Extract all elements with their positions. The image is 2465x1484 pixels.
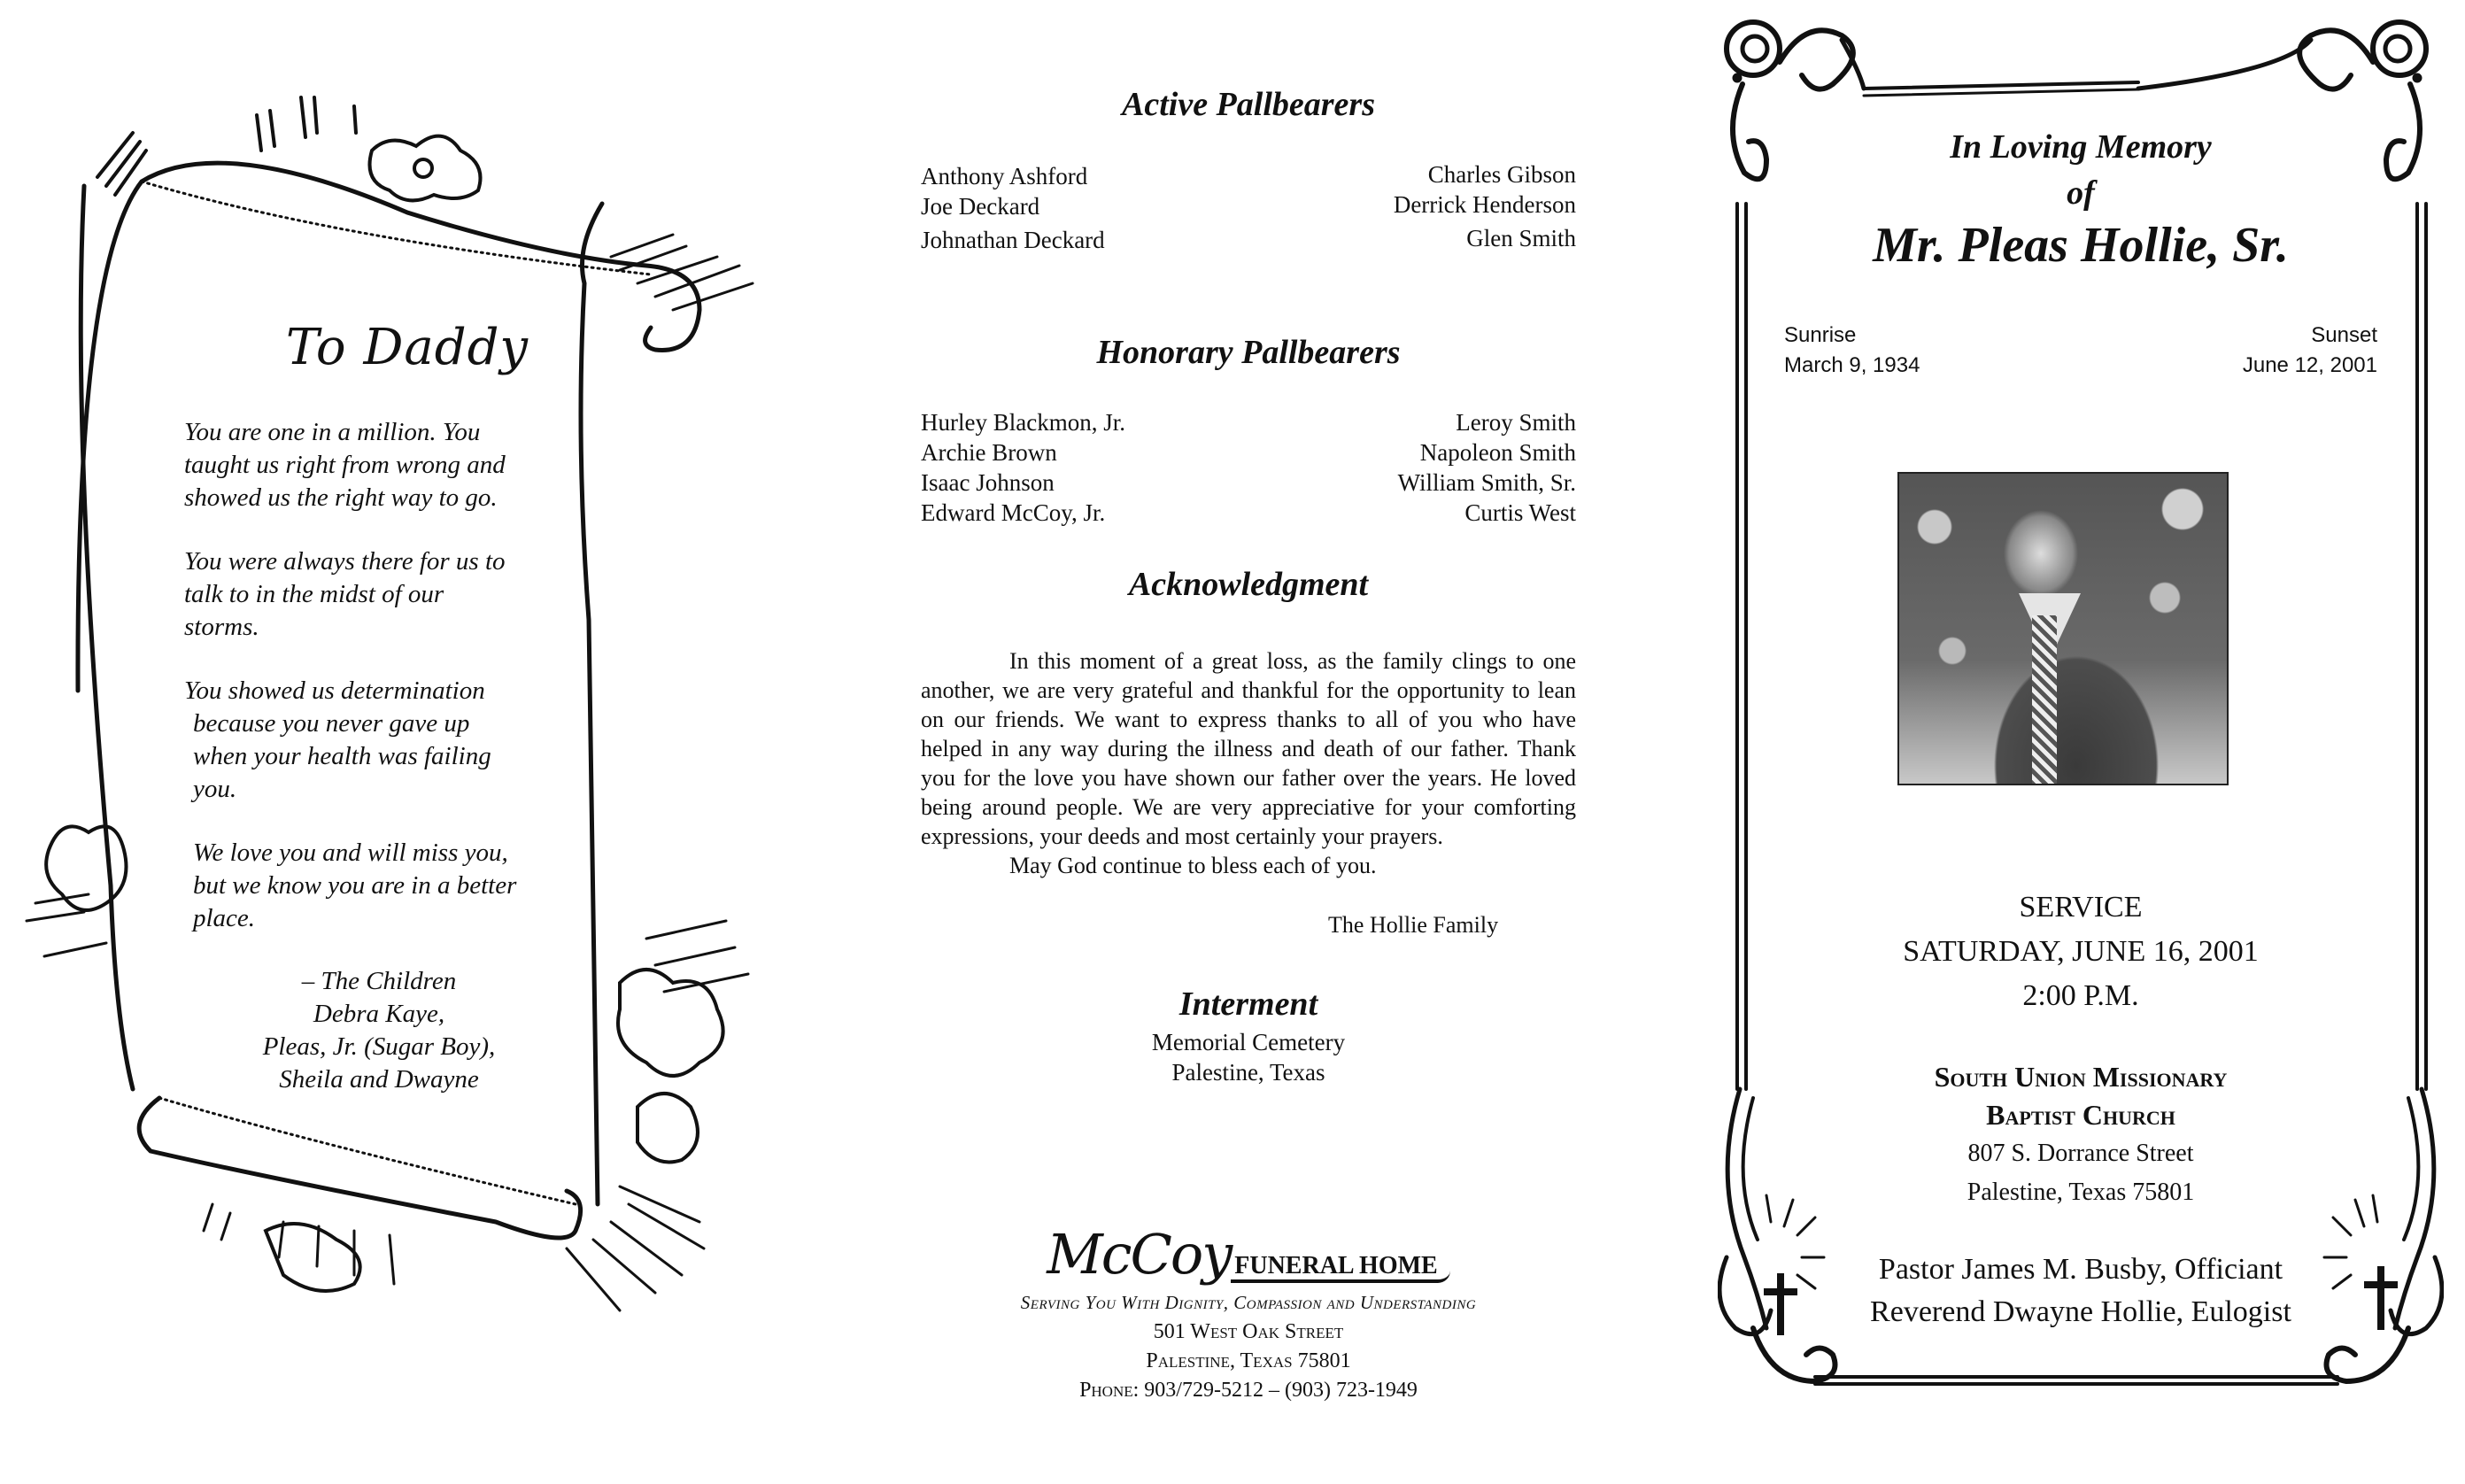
honorary-pallbearers-left [921, 407, 1125, 528]
signature-line: Sheila and Dwayne [279, 1065, 479, 1094]
pallbearer-name: William Smith, Sr. [1397, 469, 1576, 496]
eulogist: Reverend Dwayne Hollie, Eulogist [1870, 1295, 2291, 1328]
officiant: Pastor James M. Busby, Officiant [1878, 1253, 2283, 1286]
active-pallbearers-right [1394, 159, 1576, 253]
interment-place: Memorial Cemetery [1151, 1029, 1346, 1055]
heading-line1: In Loving Memory [1950, 128, 2212, 166]
poem-line: when your health was failing [193, 742, 491, 770]
photo-tie [2032, 615, 2057, 785]
interment-details [885, 1027, 1611, 1087]
poem-line: You are one in a million. You [184, 418, 481, 446]
active-pallbearers-heading: Active Pallbearers [1122, 86, 1375, 123]
sunset-date: June 12, 2001 [2242, 353, 2377, 377]
service-label: SERVICE [2019, 891, 2143, 924]
funeral-home-logo [885, 1222, 1611, 1287]
poem-stanza [184, 416, 591, 514]
poem-line: place. [193, 904, 256, 932]
funeral-home-info [885, 1288, 1611, 1405]
interment-heading: Interment [1178, 985, 1318, 1023]
officiants [1718, 1248, 2444, 1333]
poem-stanza [184, 837, 591, 935]
pallbearer-name: Charles Gibson [1427, 161, 1576, 188]
interment-city: Palestine, Texas [1171, 1059, 1325, 1086]
poem-line: storms. [184, 613, 259, 641]
funeral-home-city: Palestine, Texas 75801 [1146, 1349, 1351, 1372]
poem-line: You showed us determination [184, 676, 485, 705]
honorary-pallbearers-right [1398, 407, 1576, 528]
church-city: Palestine, Texas 75801 [1967, 1179, 2195, 1206]
church-info [1718, 1058, 2444, 1212]
sunrise-block [1784, 321, 1920, 381]
poem-line: talk to in the midst of our [184, 580, 444, 608]
church-name-line1: South Union Missionary [1934, 1061, 2228, 1093]
poem-line: showed us the right way to go. [184, 483, 498, 512]
poem-stanza [184, 675, 591, 806]
pallbearer-name: Glen Smith [1466, 225, 1576, 251]
poem-line: but we know you are in a better [193, 871, 517, 900]
pallbearer-name: Archie Brown [921, 439, 1057, 466]
honorary-pallbearers-heading: Honorary Pallbearers [1096, 334, 1401, 371]
deceased-name: Mr. Pleas Hollie, Sr. [1873, 218, 2289, 273]
funeral-home-tagline: Serving You With Dignity, Compassion and Understanding [1020, 1292, 1477, 1313]
poem [184, 416, 591, 966]
poem-line: We love you and will miss you, [193, 839, 508, 867]
signature-line: Pleas, Jr. (Sugar Boy), [262, 1032, 496, 1061]
poem-signature [184, 965, 574, 1096]
acknowledgment-signature: The Hollie Family [1328, 912, 1499, 938]
sunset-label: Sunset [2311, 323, 2377, 347]
church-name-line2: Baptist Church [1986, 1099, 2175, 1131]
acknowledgment-text [921, 646, 1576, 880]
poem-line: because you never gave up [193, 709, 470, 738]
pallbearer-name: Anthony Ashford [921, 163, 1088, 189]
pallbearer-name: Isaac Johnson [921, 469, 1055, 496]
service-time: 2:00 P.M. [2022, 979, 2139, 1012]
logo-script: McCoy [1047, 1222, 1232, 1287]
signature-line: – The Children [301, 967, 457, 995]
service-info [1718, 885, 2444, 1018]
funeral-home-phone: Phone: 903/729-5212 – (903) 723-1949 [1079, 1379, 1418, 1402]
logo-text: FUNERAL HOME [1231, 1252, 1449, 1283]
acknowledgment-body: In this moment of a great loss, as the family clings to one another, we are very grateful and thankful for the opportunity to lean on our friends. We want to express thanks to all of you who have helped in any way during the illness and death of our father. Thank you for the love you have shown our father over the years. He loved being around people. We are very appreciative for your comforting expressions, your deeds and most certainly your prayers. [921, 648, 1576, 849]
active-pallbearers-left [921, 161, 1105, 255]
service-date: SATURDAY, JUNE 16, 2001 [1903, 935, 2259, 968]
acknowledgment-closing: May God continue to bless each of you. [1009, 853, 1377, 878]
heading-line2: of [2067, 174, 2095, 212]
pallbearer-name: Curtis West [1464, 499, 1576, 526]
poem-title: To Daddy [285, 319, 529, 376]
pallbearer-name: Johnathan Deckard [921, 227, 1105, 253]
pallbearer-name: Leroy Smith [1456, 409, 1576, 436]
pallbearer-name: Derrick Henderson [1393, 191, 1576, 218]
poem-line: you. [193, 775, 237, 803]
funeral-home-street: 501 West Oak Street [1153, 1320, 1344, 1343]
poem-line: You were always there for us to [184, 547, 506, 576]
pallbearer-name: Hurley Blackmon, Jr. [921, 409, 1125, 436]
memorial-heading [1718, 124, 2444, 216]
pallbearer-name: Napoleon Smith [1419, 439, 1576, 466]
back-cover-panel [0, 0, 822, 1484]
front-cover-panel [1718, 0, 2444, 1484]
pallbearer-name: Edward McCoy, Jr. [921, 499, 1106, 526]
pallbearer-name: Joe Deckard [921, 193, 1040, 220]
poem-line: taught us right from wrong and [184, 451, 506, 479]
inside-panel [885, 0, 1611, 1484]
acknowledgment-heading: Acknowledgment [1128, 566, 1369, 603]
sunrise-label: Sunrise [1784, 323, 1857, 347]
sunset-block [2243, 321, 2377, 381]
sunrise-date: March 9, 1934 [1784, 353, 1920, 377]
poem-stanza [184, 545, 591, 644]
signature-line: Debra Kaye, [313, 1000, 445, 1028]
portrait-photo [1897, 472, 2229, 785]
church-street: 807 S. Dorrance Street [1967, 1140, 2194, 1167]
